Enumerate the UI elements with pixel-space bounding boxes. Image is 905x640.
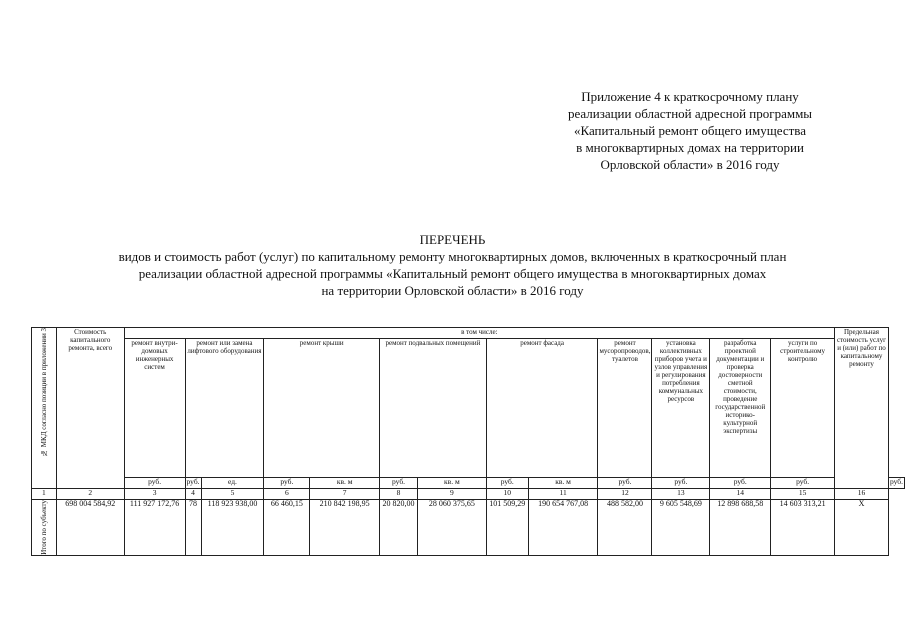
unit-cell: руб. [486, 478, 528, 489]
unit-cell: кв. м [418, 478, 487, 489]
appendix-line: Приложение 4 к краткосрочному плану [581, 89, 799, 104]
column-number: 5 [201, 489, 264, 500]
elevator-header: ремонт или замена лифтового оборудования [185, 339, 264, 478]
appendix-note [540, 88, 840, 173]
unit-cell: кв. м [310, 478, 380, 489]
facade-header: ремонт фасада [486, 339, 598, 478]
total-value: Х [835, 500, 889, 556]
chutes-header: ремонт мусоропроводов, туалетов [598, 339, 652, 478]
total-value: 14 603 313,21 [771, 500, 835, 556]
column-number: 13 [652, 489, 710, 500]
unit-cell: руб. [652, 478, 710, 489]
unit-cell: ед. [201, 478, 264, 489]
total-cost-header: Стоимость капитального ремонта, всего [56, 328, 124, 489]
column-number: 6 [264, 489, 310, 500]
column-number: 7 [310, 489, 380, 500]
column-number: 12 [598, 489, 652, 500]
title-line: видов и стоимость работ (услуг) по капитальному ремонту многоквартирных домов, включенных в краткосрочный план [118, 249, 787, 264]
column-number: 4 [185, 489, 201, 500]
column-number: 10 [486, 489, 528, 500]
unit-cell: руб. [264, 478, 310, 489]
total-value: 210 842 198,95 [310, 500, 380, 556]
total-value: 118 923 938,00 [201, 500, 264, 556]
total-row [32, 500, 905, 556]
title-line: реализации областной адресной программы «Капитальный ремонт общего имущества в многоквартирных домах [138, 266, 767, 281]
total-value: 9 605 548,69 [652, 500, 710, 556]
document-title [20, 231, 885, 299]
column-number: 3 [124, 489, 185, 500]
total-value: 78 [185, 500, 201, 556]
column-number: 9 [418, 489, 487, 500]
column-number: 1 [32, 489, 57, 500]
unit-cell: руб. [889, 478, 905, 489]
unit-cell: руб. [185, 478, 201, 489]
total-value: 12 898 688,58 [710, 500, 771, 556]
appendix-line: в многоквартирных домах на территории [576, 140, 804, 155]
design-header: разработка проектной документации и проверка достоверности сметной стоимости, проведение государственной историко-культурной экспертизы [710, 339, 771, 478]
total-row-label: Итого по субъекту [32, 500, 57, 556]
appendix-line: «Капитальный ремонт общего имущества [573, 123, 807, 138]
basement-header: ремонт подвальных помещений [380, 339, 487, 478]
works-table [31, 327, 905, 556]
total-value: 488 582,00 [598, 500, 652, 556]
unit-cell: руб. [771, 478, 835, 489]
engineering-header: ремонт внутри-домовых инженерных систем [124, 339, 185, 478]
total-value: 698 004 584,92 [56, 500, 124, 556]
total-value: 111 927 172,76 [124, 500, 185, 556]
unit-cell: руб. [124, 478, 185, 489]
column-number: 8 [380, 489, 418, 500]
unit-cell: руб. [598, 478, 652, 489]
limit-cost-header: Предельная стоимость услуг и (или) работ по капитальному ремонту [835, 328, 889, 489]
column-number: 15 [771, 489, 835, 500]
meters-header: установка коллективных приборов учета и узлов управления и регулирования потребления коммунальных ресурсов [652, 339, 710, 478]
appendix-line: Орловской области» в 2016 году [600, 157, 780, 172]
column-number: 2 [56, 489, 124, 500]
column-number: 11 [528, 489, 598, 500]
control-header: услуги по строительному контролю [771, 339, 835, 478]
total-value: 20 820,00 [380, 500, 418, 556]
appendix-line: реализации областной адресной программы [567, 106, 813, 121]
column-number: 14 [710, 489, 771, 500]
unit-cell: руб. [710, 478, 771, 489]
unit-cell: кв. м [528, 478, 598, 489]
total-value: 190 654 767,08 [528, 500, 598, 556]
total-value: 28 060 375,65 [418, 500, 487, 556]
unit-cell: руб. [380, 478, 418, 489]
total-value: 66 460,15 [264, 500, 310, 556]
total-value: 101 509,29 [486, 500, 528, 556]
mkd-number-header: № МКД согласно позиции в приложении 3 [32, 328, 57, 489]
group-header: в том числе: [124, 328, 834, 339]
title-line: на территории Орловской области» в 2016 году [321, 283, 584, 298]
title-heading: ПЕРЕЧЕНЬ [419, 232, 486, 247]
column-number: 16 [835, 489, 889, 500]
roof-header: ремонт крыши [264, 339, 380, 478]
